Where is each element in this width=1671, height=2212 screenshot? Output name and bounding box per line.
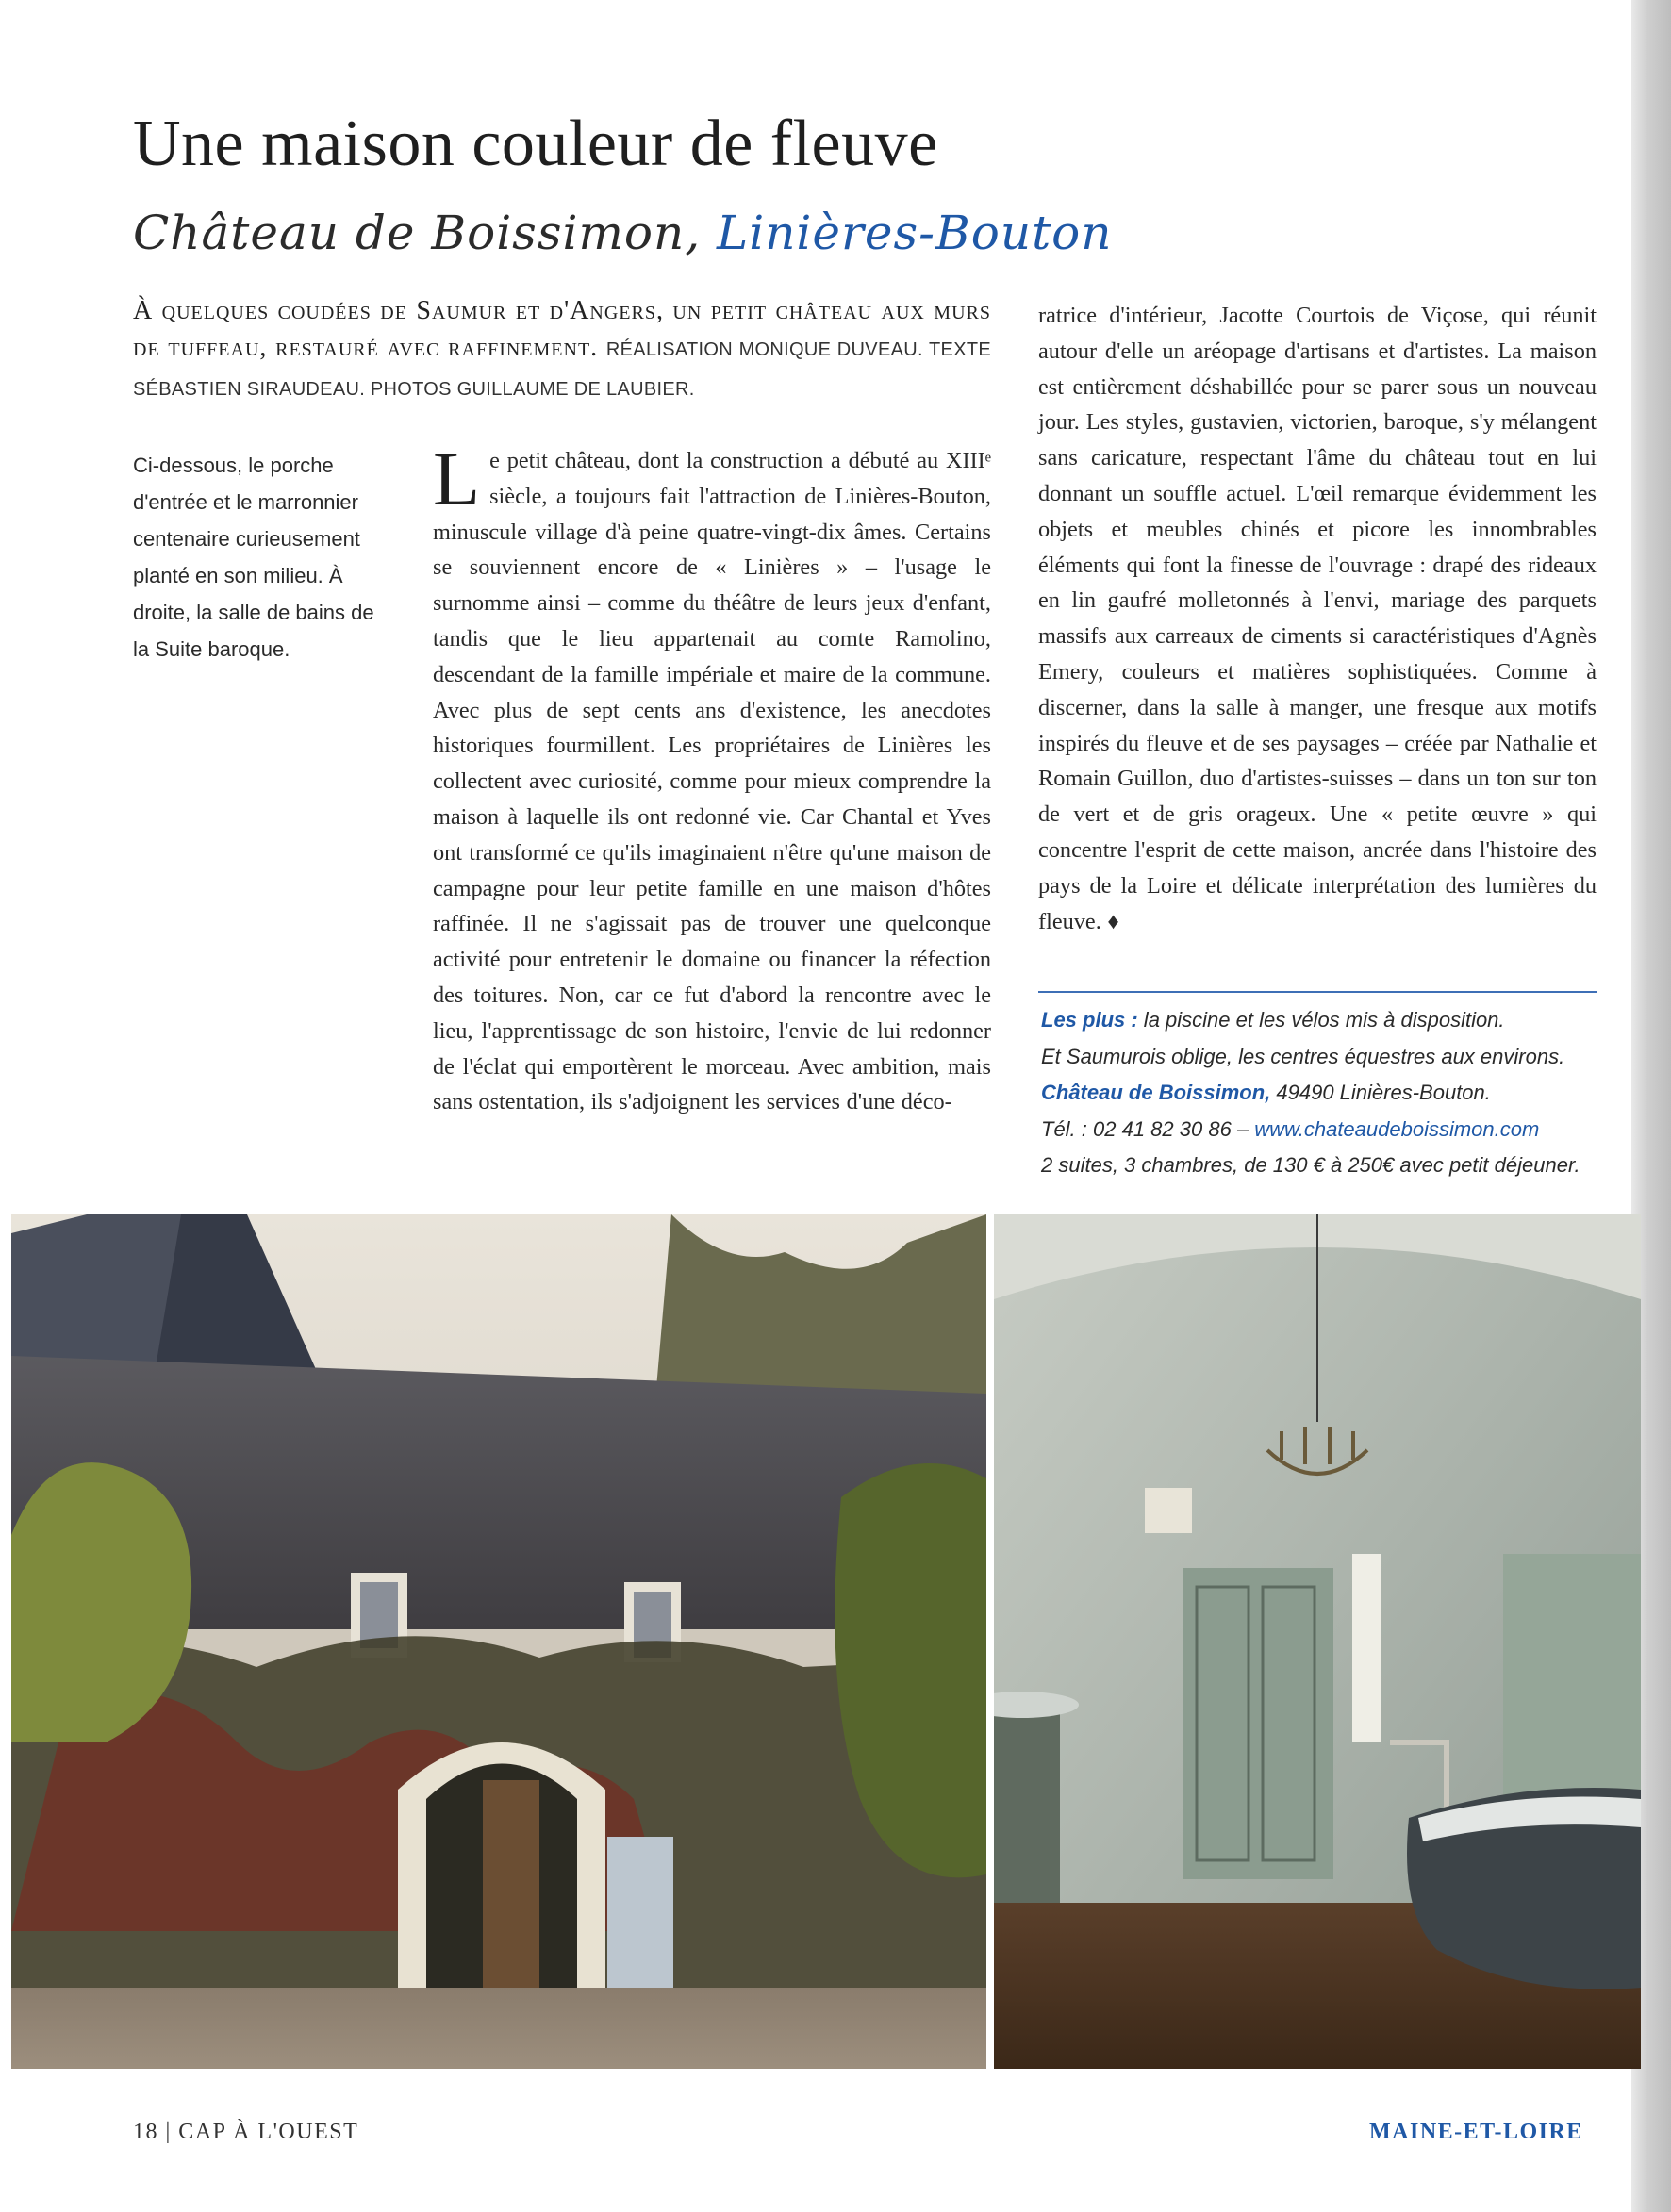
subtitle-town: Linières-Bouton — [717, 206, 1113, 260]
info-divider — [1038, 991, 1597, 993]
article-column-2 — [1038, 298, 1597, 939]
venue-phone: Tél. : 02 41 82 30 86 – — [1041, 1116, 1255, 1141]
article-column-1 — [433, 436, 991, 1120]
column-1-text: e petit château, dont la construction a débuté au XIIIᵉ siècle, a toujours fait l'attraction de Linières-Bouton, minuscule village d'à peine quatre-vingt-dix âmes. Certains se souviennent encore de « Linières » – l'usage le surnomme ainsi – comme du théâtre de leurs jeux d'enfant, tandis que le lieu appartenait au comte Ramolino, descendant de la famille impériale et maire de la commune. Avec plus de sept cents ans d'existence, les anecdotes historiques fourmillent. Les propriétaires de Linières les collectent avec curiosité, comme pour mieux comprendre la maison à laquelle ils ont redonné vie. Car Chantal et Yves ont transformé ce qu'ils imaginaient n'être qu'une maison de campagne pour leur petite famille en une maison d'hôtes raffinée. Il ne s'agissait pas de trouver une quelconque activité pour entretenir le domaine ou financer la réfection des toitures. Non, car ce fut d'abord la rencontre avec le lieu, l'apprentissage de son histoire, l'envie de lui redonner de l'éclat qui emportèrent le morceau. Avec ambition, mais sans ostentation, ils s'adjoignent les services d'une déco- — [433, 448, 991, 1115]
venue-website-link[interactable]: www.chateaudeboissimon.com — [1254, 1116, 1540, 1141]
plus-text: la piscine et les vélos mis à disposition. — [1137, 1008, 1505, 1032]
footer-section: MAINE-ET-LOIRE — [1369, 2120, 1583, 2144]
intro-credits: RÉALISATION MONIQUE DUVEAU. TEXTE SÉBASTIEN SIRAUDEAU. PHOTOS GUILLAUME DE LAUBIER. — [133, 339, 991, 400]
footer-page-number: 18 | CAP À L'OUEST — [133, 2120, 359, 2144]
practical-info-box — [1041, 1002, 1607, 1184]
article-intro — [133, 292, 991, 408]
plus-label: Les plus : — [1041, 1008, 1138, 1032]
venue-name: Château de Boissimon, — [1041, 1081, 1271, 1104]
info-contact-line — [1041, 1112, 1607, 1148]
column-2-text: ratrice d'intérieur, Jacotte Courtois de Viçose, qui réunit autour d'elle un aréopage d'artisans et d'artistes. La maison est entièrement déshabillée pour se parer sous un nouveau jour. Les styles, gustavien, victorien, baroque, s'y mélangent sans caricature, respectant l'âme du château tout en lui donnant un souffle actuel. L'œil remarque évidemment les objets et meubles chinés et picore les innombrables éléments qui font la finesse de l'ouvrage : drapé des rideaux en lin gaufré molletonnés à l'envi, mariage des parquets massifs aux carreaux de ciments si caractéristiques d'Agnès Emery, couleurs et matières sophistiquées. Comme à discerner, dans la salle à manger, une fresque aux motifs inspirés du fleuve et de ses paysages – créée par Nathalie et Romain Guillon, duo d'artistes-suisses – dans un ton sur ton de vert et de gris orageux. Une « petite œuvre » qui concentre l'esprit de cette maison, ancrée dans l'histoire des pays de la Loire et délicate interprétation des lumières du fleuve. ♦ — [1038, 303, 1597, 934]
photo-caption: Ci-dessous, le porche d'entrée et le marronnier centenaire curieusement planté en son milieu. À droite, la salle de bains de la Suite baroque. — [133, 454, 374, 661]
article-subtitle — [133, 206, 1112, 260]
info-rates: 2 suites, 3 chambres, de 130 € à 250€ avec petit déjeuner. — [1041, 1153, 1580, 1177]
intro-lead: À quelques coudées de Saumur et d'Angers, un petit château aux murs de tuffeau, restauré avec raffinement. — [133, 296, 991, 362]
article-title: Une maison couleur de fleuve — [133, 107, 938, 180]
drop-cap: L — [433, 436, 481, 521]
subtitle-place: Château de Boissimon, — [133, 206, 702, 260]
info-address-line — [1041, 1075, 1607, 1112]
photo-chateau-porch — [11, 1214, 986, 2069]
photo-baroque-bathroom — [994, 1214, 1641, 2069]
show-through-text — [1023, 123, 1036, 181]
info-plus-line — [1041, 1002, 1607, 1039]
venue-address: 49490 Linières-Bouton. — [1270, 1081, 1491, 1104]
info-line-2: Et Saumurois oblige, les centres équestres aux environs. — [1041, 1044, 1565, 1068]
